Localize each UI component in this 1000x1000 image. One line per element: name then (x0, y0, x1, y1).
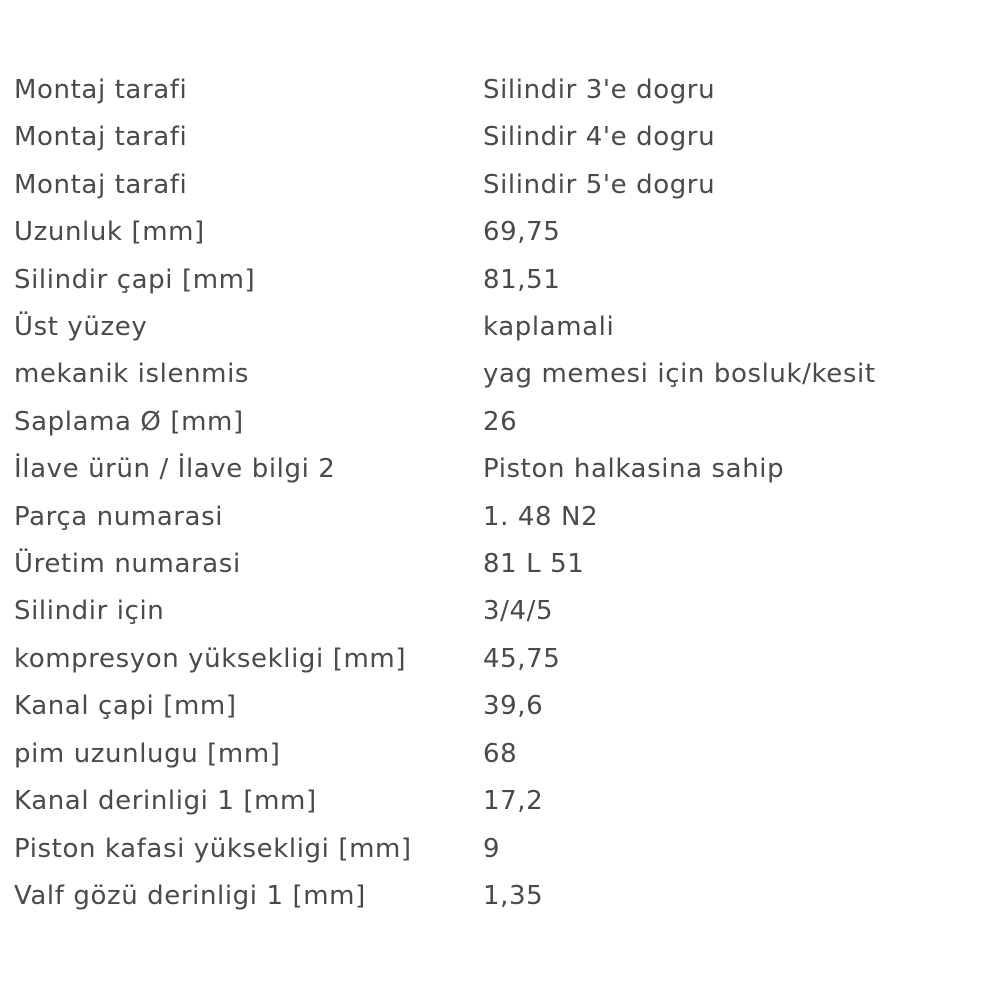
table-row (14, 873, 983, 920)
spec-table (14, 67, 983, 920)
spec-label: Valf gözü derinligi 1 [mm] (14, 880, 366, 911)
spec-label: Üretim numarasi (14, 549, 241, 580)
spec-label: Üst yüzey (14, 312, 148, 343)
table-row (14, 494, 983, 541)
table-row (14, 162, 983, 209)
spec-value: Silindir 3'e dogru (483, 75, 716, 105)
spec-label: Montaj tarafi (14, 75, 188, 105)
spec-value: 9 (483, 833, 501, 864)
spec-label: Saplama Ø [mm] (14, 406, 244, 437)
spec-label: pim uzunlugu [mm] (14, 738, 281, 769)
table-row (14, 636, 983, 683)
spec-value: Piston halkasina sahip (483, 454, 785, 485)
table-row (14, 67, 983, 114)
spec-value: 81 L 51 (483, 549, 585, 580)
spec-value: Silindir 5'e dogru (483, 169, 716, 200)
table-row (14, 304, 983, 351)
spec-label: Kanal derinligi 1 [mm] (14, 786, 317, 817)
spec-label: Uzunluk [mm] (14, 217, 205, 248)
table-row (14, 826, 983, 873)
table-row (14, 257, 983, 304)
spec-value: kaplamali (483, 312, 615, 343)
table-row (14, 683, 983, 730)
table-row (14, 209, 983, 256)
spec-label: mekanik islenmis (14, 359, 250, 390)
table-row (14, 351, 983, 398)
spec-label: kompresyon yüksekligi [mm] (14, 643, 407, 674)
spec-value: 26 (483, 406, 518, 437)
spec-value: 3/4/5 (483, 596, 554, 627)
table-row (14, 399, 983, 446)
spec-value: 69,75 (483, 217, 561, 248)
spec-value: 81,51 (483, 264, 561, 295)
spec-label: Montaj tarafi (14, 122, 188, 153)
spec-label: Parça numarasi (14, 501, 224, 532)
table-row (14, 778, 983, 825)
spec-label: Montaj tarafi (14, 169, 188, 200)
table-row (14, 541, 983, 588)
table-row (14, 588, 983, 635)
spec-value: 1. 48 N2 (483, 501, 599, 532)
spec-label: Silindir için (14, 596, 165, 627)
table-row (14, 446, 983, 493)
spec-label: İlave ürün / İlave bilgi 2 (14, 454, 336, 485)
spec-value: 17,2 (483, 786, 544, 817)
spec-label: Silindir çapi [mm] (14, 264, 256, 295)
table-row (14, 731, 983, 778)
spec-value: 45,75 (483, 643, 561, 674)
spec-value: yag memesi için bosluk/kesit (483, 359, 876, 390)
spec-value: 39,6 (483, 691, 544, 722)
spec-value: Silindir 4'e dogru (483, 122, 716, 153)
spec-value: 68 (483, 738, 518, 769)
spec-label: Piston kafasi yüksekligi [mm] (14, 833, 412, 864)
table-row (14, 114, 983, 161)
spec-label: Kanal çapi [mm] (14, 691, 237, 722)
spec-value: 1,35 (483, 880, 544, 911)
